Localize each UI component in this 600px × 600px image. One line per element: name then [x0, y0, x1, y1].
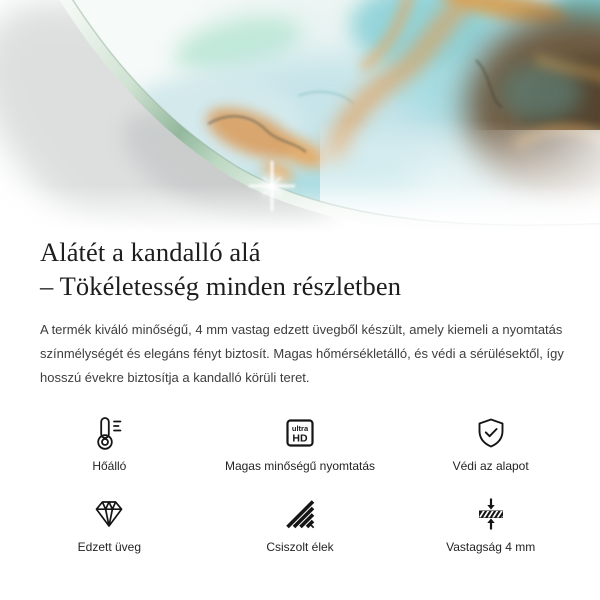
page-title [40, 236, 560, 304]
svg-text:ultra: ultra [291, 423, 309, 433]
ultra-hd-icon [282, 414, 318, 452]
page-title-line2: – Tökéletesség minden részletben [40, 270, 402, 301]
features-grid [14, 414, 586, 555]
feature-label: Magas minőségű nyomtatás [224, 458, 376, 473]
feature-thickness [395, 495, 586, 554]
product-photo [0, 0, 600, 232]
product-description: A termék kiváló minőségű, 4 mm vastag edzett üvegből készült, amely kiemeli a nyomtatás színmélységét és elegáns fényt biztosít. Magas hőmérsékletálló, és védi a sérülésektől, így hosszú évekre biztosítja a kandalló körüli teret. [40, 321, 564, 385]
polished-edge-icon [282, 495, 318, 533]
feature-label: Védi az alapot [452, 458, 529, 473]
feature-label: Edzett üveg [77, 540, 142, 555]
feature-label: Csiszolt élek [266, 540, 334, 555]
feature-label: Hőálló [92, 458, 127, 473]
page-title-line1: Alátét a kandalló alá [40, 237, 261, 267]
feature-print-quality [205, 414, 396, 473]
feature-heat-resistant [14, 414, 205, 473]
thermometer-icon [91, 414, 127, 452]
thickness-icon [473, 495, 509, 533]
diamond-icon [91, 495, 127, 533]
feature-protects-base [395, 414, 586, 473]
feature-tempered-glass [14, 495, 205, 554]
feature-label: Vastagság 4 mm [446, 540, 536, 555]
shield-check-icon [473, 414, 509, 452]
svg-text:HD: HD [292, 432, 308, 445]
feature-polished-edges [205, 495, 396, 554]
